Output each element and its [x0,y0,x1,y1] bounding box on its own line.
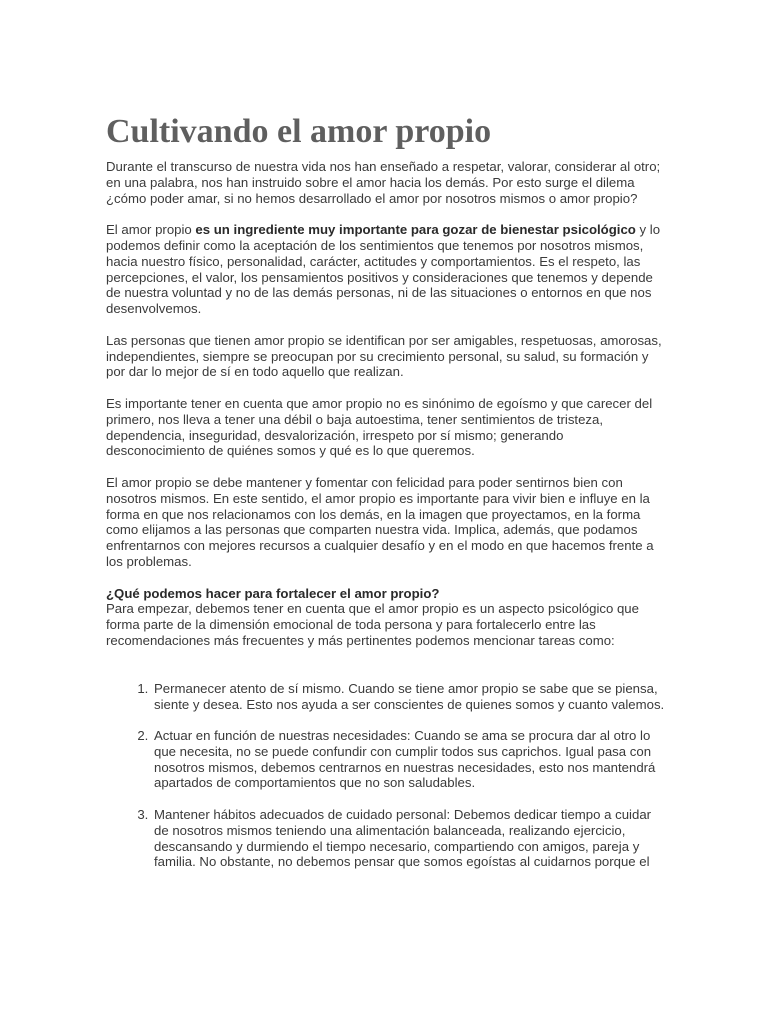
paragraph-traits: Las personas que tienen amor propio se identifican por ser amigables, respetuosas, amorosas, independientes, siempre se preocupan por su crecimiento personal, su salud, su formación y por dar lo mejor de sí en todo aquello que realizan. [106,332,662,380]
paragraph-maintain: El amor propio se debe mantener y fomentar con felicidad para poder sentirnos bien con nosotros mismos. En este sentido, el amor propio es importante para vivir bien e influye en la forma en que nos relacionamos con los demás, en la imagen que proyectamos, en la forma como elijamos a las personas que comparten nuestra vida. Implica, además, que podamos enfrentarnos con mejores recursos a cualquier desafío y en el modo en que hacemos frente a los problemas. [106,474,654,569]
list-item: 2. Actuar en función de nuestras necesidades: Cuando se ama se procura dar al otro lo que necesita, no se puede confundir con cumplir todos sus caprichos. Igual pasa con nosotros mismos, debemos centrarnos en nuestras necesidades, esto nos mantendrá apartados de comportamientos que no son saludables. [152,728,666,791]
paragraph-definition-emphasis: es un ingrediente muy importante para gozar de bienestar psicológico [195,222,636,238]
paragraph-strengthen-intro: Para empezar, debemos tener en cuenta que el amor propio es un aspecto psicológico que forma parte de la dimensión emocional de toda persona y para fortalecerlo entre las recomendaciones más frecuentes y más pertinentes podemos mencionar tareas como: [106,601,639,648]
section-subheading: ¿Qué podemos hacer para fortalecer el amor propio? [106,585,440,601]
list-item: 1. Permanecer atento de sí mismo. Cuando se tiene amor propio se sabe que se piensa, siente y desea. Esto nos ayuda a ser conscientes de quienes somos y cuanto valemos. [152,681,666,713]
document-body [106,159,666,886]
paragraph-definition [106,222,666,317]
section-strengthen [106,586,666,649]
paragraph-definition-lead: El amor propio [106,222,196,238]
document-title: Cultivando el amor propio [106,113,492,150]
list-item: 3. Mantener hábitos adecuados de cuidado personal: Debemos dedicar tiempo a cuidar de nosotros mismos teniendo una alimentación balanceada, realizando ejercicio, descansando y durmiendo el tiempo necesario, compartiendo con amigos, pareja y familia. No obstante, no debemos pensar que somos egoístas al cuidarnos porque el [152,807,666,870]
paragraph-intro: Durante el transcurso de nuestra vida nos han enseñado a respetar, valorar, considerar al otro; en una palabra, nos han instruido sobre el amor hacia los demás. Por esto surge el dilema ¿cómo poder amar, si no hemos desarrollado el amor por nosotros mismos o amor propio? [106,159,661,206]
recommendations-list [106,681,666,871]
paragraph-egoism: Es importante tener en cuenta que amor propio no es sinónimo de egoísmo y que carecer del primero, nos lleva a tener una débil o baja autoestima, tener sentimientos de tristeza, dependencia, inseguridad, desvalorización, irrespeto por sí mismo; generando desconocimiento de quiénes somos y qué es lo que queremos. [106,395,653,459]
paragraph-definition-rest: y lo podemos definir como la aceptación de los sentimientos que tenemos por nosotros mismos, hacia nuestro físico, personalidad, carácter, actitudes y comportamientos. Es el respeto, las percepciones, el valor, los pensamientos positivos y consideraciones que tenemos y depende de nuestra voluntad y no de las demás personas, ni de las situaciones o entornos en que nos desenvolvemos. [106,222,661,317]
